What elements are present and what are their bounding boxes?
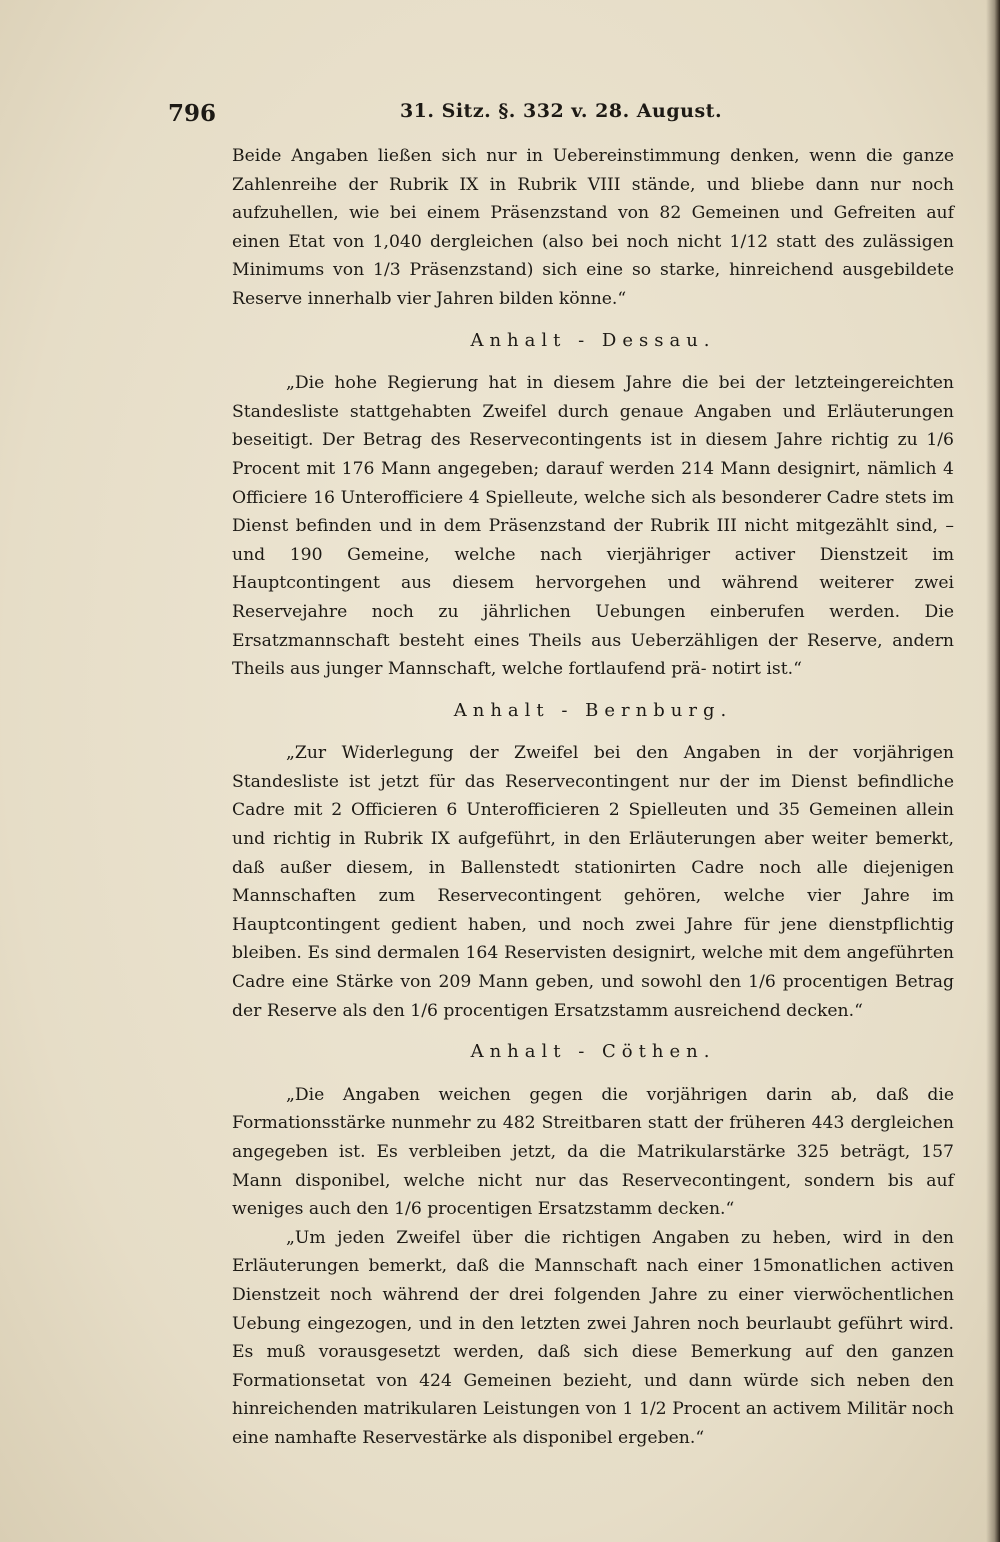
intro-paragraph: Beide Angaben ließen sich nur in Uebereinstimmung denken, wenn die ganze Zahlenreihe der Rubrik IX in Rubrik VIII stände, und bliebe dann nur noch aufzuhellen, wie bei einem Präsenzstand von 82 Gemeinen und Gefreiten auf einen Etat von 1,040 dergleichen (also bei noch nicht 1/12 statt des zulässigen Minimums von 1/3 Präsenzstand) sich eine so starke, hinreichend ausgebildete Reserve innerhalb vier Jahren bilden könne.“ <box>232 146 954 309</box>
section-heading-anhalt-coethen: Anhalt - Cöthen. <box>470 1041 716 1063</box>
page-edge-shadow <box>986 0 1000 1542</box>
paragraph-anhalt-dessau: „Die hohe Regierung hat in diesem Jahre die bei der letzteingereichten Standesliste stattgehabten Zweifel durch genaue Angaben und Erläuterungen beseitigt. Der Betrag des Reservecontingents ist in diesem Jahre richtig zu 1/6 Procent mit 176 Mann angegeben; darauf werden 214 Mann designirt, nämlich 4 Officiere 16 Unterofficiere 4 Spielleute, welche sich als besonderer Cadre stets im Dienst befinden und in dem Präsenzstand der Rubrik III nicht mitgezählt sind, – und 190 Gemeine, welche nach vierjähriger activer Dienstzeit im Hauptcontingent aus diesem hervorgehen und während weiterer zwei Reservejahre noch zu jährlichen Uebungen einberufen werden. Die Ersatzmannschaft besteht eines Theils aus Ueberzähligen der Reserve, andern Theils aus junger Mannschaft, welche fortlaufend prä- notirt ist.“ <box>232 373 954 680</box>
section-heading-anhalt-dessau: Anhalt - Dessau. <box>470 329 716 351</box>
paragraph-anhalt-bernburg: „Zur Widerlegung der Zweifel bei den Angaben in der vorjährigen Standesliste ist jetzt für das Reservecontingent nur der im Dienst befindliche Cadre mit 2 Officieren 6 Unterofficieren 2 Spielleuten und 35 Gemeinen allein und richtig in Rubrik IX aufgeführt, in den Erläuterungen aber weiter bemerkt, daß außer diesem, in Ballenstedt stationirten Cadre noch alle diejenigen Mannschaften zum Reservecontingent gehören, welche vier Jahre im Hauptcontingent gedient haben, und noch zwei Jahre für jene dienstpflichtig bleiben. Es sind dermalen 164 Reservisten designirt, welche mit dem angeführten Cadre eine Stärke von 209 Mann geben, und sowohl den 1/6 procentigen Betrag der Reserve als den 1/6 procentigen Ersatzstamm ausreichend decken.“ <box>232 743 954 1021</box>
running-head: 31. Sitz. §. 332 v. 28. August. <box>399 100 723 122</box>
paragraph-anhalt-coethen-1: „Die Angaben weichen gegen die vorjährigen darin ab, daß die Formationsstärke nunmehr zu 482 Streitbaren statt der früheren 443 dergleichen angegeben ist. Es verbleiben jetzt, da die Matrikularstärke 325 beträgt, 157 Mann disponibel, welche nicht nur das Reservecontingent, sondern bis auf weniges auch den 1/6 procentigen Ersatzstamm decken.“ <box>232 1084 954 1220</box>
page-body <box>232 142 954 1453</box>
page-header <box>168 100 954 132</box>
paragraph-anhalt-coethen-2: „Um jeden Zweifel über die richtigen Angaben zu heben, wird in den Erläuterungen bemerkt, daß die Mannschaft nach einer 15monatlichen activen Dienstzeit noch während der drei folgenden Jahre zu einer vierwöchentlichen Uebung eingezogen, und in den letzten zwei Jahren noch beurlaubt geführt wird. Es muß vorausgesetzt werden, daß sich diese Bemerkung auf den ganzen Formationsetat von 424 Gemeinen bezieht, und dann würde sich neben den hinreichenden matrikularen Leistungen von 1 1/2 Procent an activem Militär noch eine namhafte Reservestärke als disponibel ergeben.“ <box>232 1227 954 1448</box>
page-number: 796 <box>168 100 217 127</box>
section-heading-anhalt-bernburg: Anhalt - Bernburg. <box>453 699 733 721</box>
